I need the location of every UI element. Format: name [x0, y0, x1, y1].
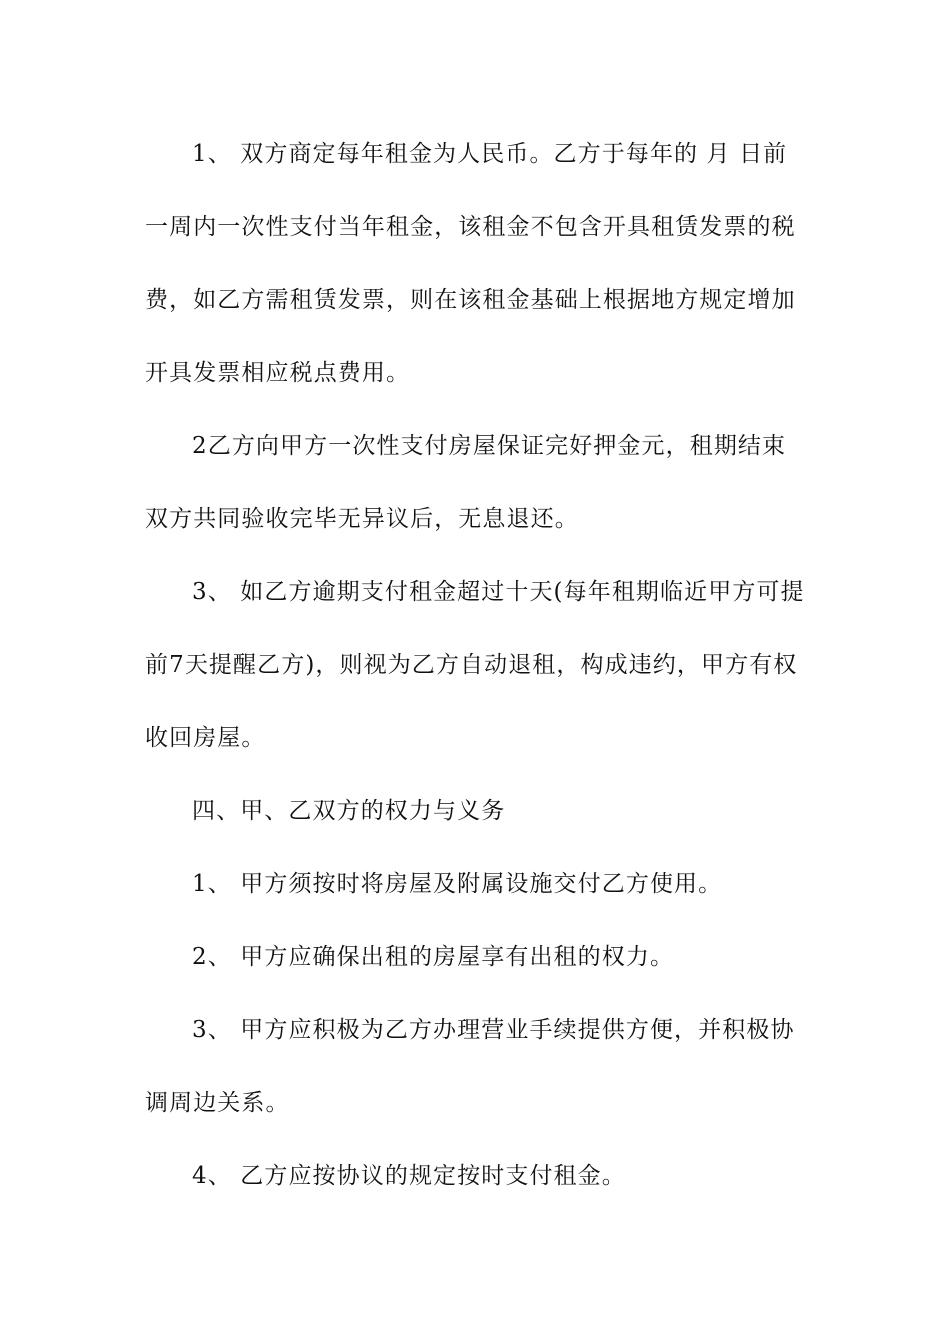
- clause-4-3-line-2: 调周边关系。: [145, 1090, 290, 1116]
- clause-4-3-line-1: 3、 甲方应积极为乙方办理营业手续提供方便，并积极协: [192, 1017, 795, 1043]
- clause-3-1-line-2: 一周内一次性支付当年租金，该租金不包含开具租赁发票的税: [145, 214, 796, 240]
- clause-3-3-line-3: 收回房屋。: [145, 725, 266, 751]
- clause-3-2-line-1: 2乙方向甲方一次性支付房屋保证完好押金元，租期结束: [192, 433, 787, 459]
- clause-4-2: 2、 甲方应确保出租的房屋享有出租的权力。: [192, 944, 675, 970]
- clause-3-3-line-2: 前7天提醒乙方)，则视为乙方自动退租，构成违约，甲方有权: [145, 652, 798, 678]
- clause-4-1: 1、 甲方须按时将房屋及附属设施交付乙方使用。: [192, 871, 723, 897]
- clause-3-3-line-1: 3、 如乙方逾期支付租金超过十天(每年租期临近甲方可提: [192, 579, 805, 605]
- section-heading: 四、甲、乙双方的权力与义务: [192, 798, 506, 824]
- clause-3-2-line-2: 双方共同验收完毕无异议后，无息退还。: [145, 506, 579, 532]
- clause-3-1-line-3: 费，如乙方需租赁发票，则在该租金基础上根据地方规定增加: [145, 287, 796, 313]
- clause-3-1-line-1: 1、 双方商定每年租金为人民币。乙方于每年的 月 日前: [192, 141, 788, 167]
- clause-4-4: 4、 乙方应按协议的规定按时支付租金。: [192, 1163, 626, 1189]
- clause-3-1-line-4: 开具发票相应税点费用。: [145, 360, 411, 386]
